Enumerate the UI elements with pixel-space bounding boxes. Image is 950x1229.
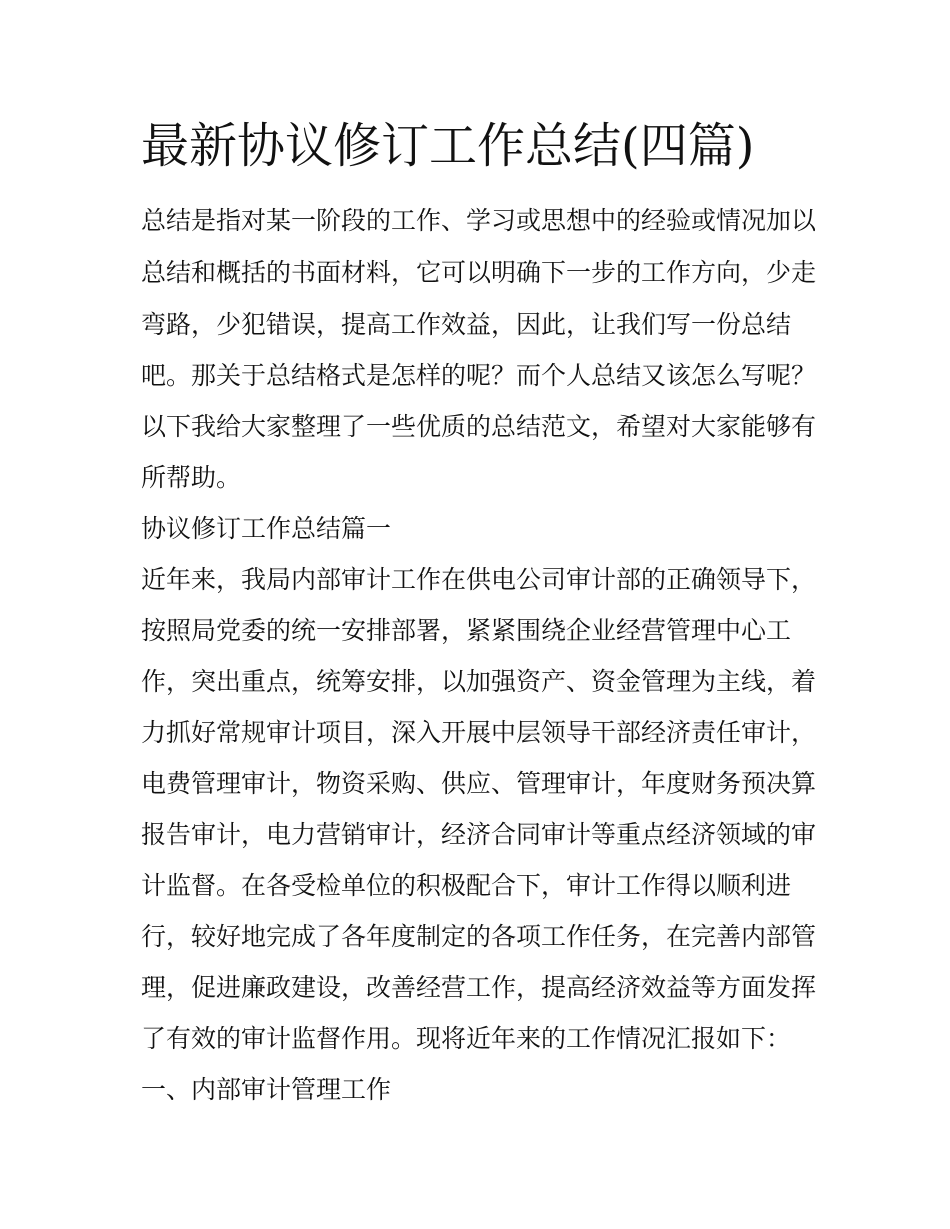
intro-line: 所帮助。 <box>141 463 242 492</box>
body-line: 行，较好地完成了各年度制定的各项工作任务，在完善内部管 <box>141 922 817 951</box>
intro-line: 以下我给大家整理了一些优质的总结范文，希望对大家能够有 <box>141 412 817 441</box>
intro-line: 弯路，少犯错误，提高工作效益，因此，让我们写一份总结 <box>141 310 792 339</box>
body-line: 电费管理审计，物资采购、供应、管理审计，年度财务预决算 <box>141 769 817 798</box>
body-line: 报告审计，电力营销审计，经济合同审计等重点经济领域的审 <box>141 820 817 849</box>
document-title: 最新协议修订工作总结(四篇) <box>141 118 755 174</box>
body-line: 近年来，我局内部审计工作在供电公司审计部的正确领导下， <box>141 565 817 594</box>
body-line: 力抓好常规审计项目，深入开展中层领导干部经济责任审计， <box>141 718 817 747</box>
body-line: 计监督。在各受检单位的积极配合下，审计工作得以顺利进 <box>141 871 792 900</box>
subheading: 一、内部审计管理工作 <box>141 1075 392 1104</box>
intro-line: 总结是指对某一阶段的工作、学习或思想中的经验或情况加以 <box>141 206 817 235</box>
body-line: 按照局党委的统一安排部署，紧紧围绕企业经营管理中心工 <box>141 616 792 645</box>
intro-line: 总结和概括的书面材料，它可以明确下一步的工作方向，少走 <box>141 258 817 287</box>
section-heading: 协议修订工作总结篇一 <box>141 514 392 543</box>
body-line: 作，突出重点，统筹安排，以加强资产、资金管理为主线，着 <box>141 667 817 696</box>
body-line: 了有效的审计监督作用。现将近年来的工作情况汇报如下： <box>141 1024 792 1053</box>
body-line: 理，促进廉政建设，改善经营工作，提高经济效益等方面发挥 <box>141 973 817 1002</box>
intro-line: 吧。那关于总结格式是怎样的呢？而个人总结又该怎么写呢？ <box>141 361 817 390</box>
